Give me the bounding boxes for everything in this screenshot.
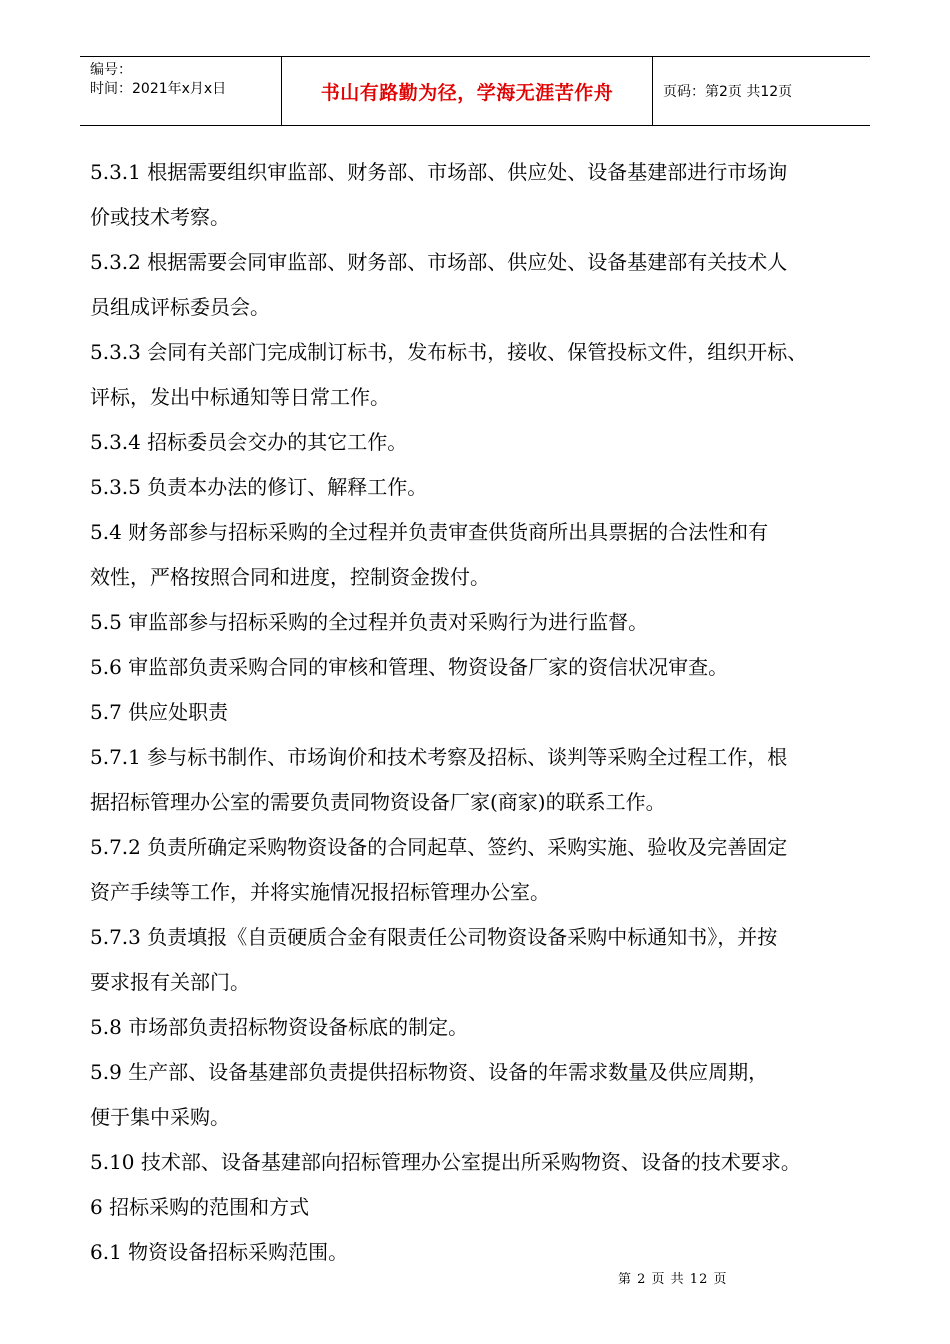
body-line: 5.6 审监部负责采购合同的审核和管理、物资设备厂家的资信状况审查。 <box>90 655 729 679</box>
body-line: 5.5 审监部参与招标采购的全过程并负责对采购行为进行监督。 <box>90 610 649 634</box>
body-line: 评标，发出中标通知等日常工作。 <box>90 385 390 409</box>
body-line: 5.7.2 负责所确定采购物资设备的合同起草、签约、采购实施、验收及完善固定 <box>90 835 788 859</box>
document-number-label: 编号： <box>90 62 132 78</box>
page-footer: 第 2 页 共 12 页 <box>618 1272 728 1287</box>
body-line: 5.9 生产部、设备基建部负责提供招标物资、设备的年需求数量及供应周期， <box>90 1060 769 1084</box>
body-line: 5.10 技术部、设备基建部向招标管理办公室提出所采购物资、设备的技术要求。 <box>90 1150 801 1174</box>
document-body <box>90 150 870 1275</box>
body-line: 5.7.1 参与标书制作、市场询价和技术考察及招标、谈判等采购全过程工作，根 <box>90 745 788 769</box>
body-line: 5.3.4 招标委员会交办的其它工作。 <box>90 430 408 454</box>
body-line: 5.8 市场部负责招标物资设备标底的制定。 <box>90 1015 469 1039</box>
body-line: 5.3.3 会同有关部门完成制订标书，发布标书，接收、保管投标文件，组织开标、 <box>90 340 808 364</box>
body-line: 效性，严格按照合同和进度，控制资金拨付。 <box>90 565 490 589</box>
body-line: 要求报有关部门。 <box>90 970 250 994</box>
body-line: 5.3.1 根据需要组织审监部、财务部、市场部、供应处、设备基建部进行市场询 <box>90 160 788 184</box>
body-line: 5.3.2 根据需要会同审监部、财务部、市场部、供应处、设备基建部有关技术人 <box>90 250 788 274</box>
body-line: 便于集中采购。 <box>90 1105 230 1129</box>
body-line: 5.4 财务部参与招标采购的全过程并负责审查供货商所出具票据的合法性和有 <box>90 520 769 544</box>
header-page-info: 页码：第2页 共12页 <box>663 84 793 100</box>
body-line: 价或技术考察。 <box>90 205 230 229</box>
body-line: 5.7.3 负责填报《自贡硬质合金有限责任公司物资设备采购中标通知书》，并按 <box>90 925 778 949</box>
body-line: 员组成评标委员会。 <box>90 295 270 319</box>
header-motto: 书山有路勤为径，学海无涯苦作舟 <box>282 57 653 125</box>
body-line: 5.3.5 负责本办法的修订、解释工作。 <box>90 475 428 499</box>
page-header <box>80 56 870 126</box>
body-line: 资产手续等工作，并将实施情况报招标管理办公室。 <box>90 880 550 904</box>
body-line: 6.1 物资设备招标采购范围。 <box>90 1240 349 1264</box>
section-heading: 6 招标采购的范围和方式 <box>90 1195 310 1219</box>
document-time-label: 时间：2021年x月x日 <box>90 81 227 97</box>
body-line: 5.7 供应处职责 <box>90 700 229 724</box>
header-meta <box>80 57 282 125</box>
body-line: 据招标管理办公室的需要负责同物资设备厂家(商家)的联系工作。 <box>90 790 666 814</box>
